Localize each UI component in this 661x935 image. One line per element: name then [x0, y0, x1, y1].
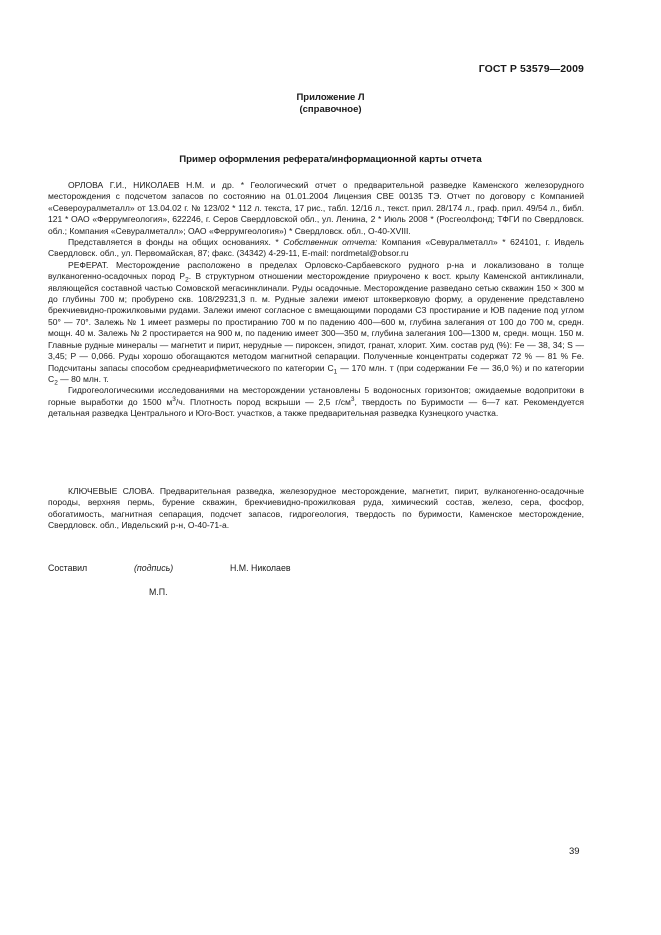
standard-number: ГОСТ Р 53579—2009	[478, 63, 584, 75]
report-body	[48, 180, 584, 420]
appendix-title: Приложение Л	[296, 92, 365, 103]
appendix-heading	[0, 92, 661, 116]
hydrogeology-paragraph: Гидрогеологическими исследованиями на месторождении установлены 5 водоносных горизонтов; ожидаемые водопритоки в горные выработки до 1500 $м^3/ч$. Плотность пород вскрыши — 2,5 $г/см^3$, твердость по Буримости — 6—7 кат. Рекомендуется детальная разведка Центрального и Юго-Вост. участков, а также предварительная разведка Кузнецкого участка.	[48, 385, 585, 419]
compiler-name: Н.М. Николаев	[230, 563, 291, 573]
page-number: 39	[569, 846, 580, 857]
bibliographic-paragraph: ОРЛОВА Г.И., НИКОЛАЕВ Н.М. и др. * Геологический отчет о предварительной разведке Каменского железорудного месторождения с подсчетом запасов по состоянию на 01.01.2004 Лицензия СВЕ 00135 ТЭ. Отчет по договору с Компанией «Североуралметалл» от 13.04.02 г. № 123/02 * 112 л. текста, 17 рис., табл. 12/16 л., текст. прил. 28/174 л., граф. прил. 49/54 л., библ. 121 * ОАО «Феррумгеология», 622246, г. Серов Свердловской обл., ул. Ленина, 2 * Июль 2008 * (Росгеолфонд; ТФГИ по Свердловск. обл.; Компания «Севуралметалл»; ОАО «Феррумгеология») * Свердловск. обл., О-40-XVIII.	[48, 180, 584, 236]
signature-placeholder: (подпись)	[134, 563, 174, 573]
compiled-by-label: Составил	[48, 563, 88, 573]
submission-paragraph: Представляется в фонды на общих основаниях. * Собственник отчета: Компания «Севуралметалл» * 624101, г. Ивдель Свердловск. обл., ул. Первомайская, 87; факс. (34342) 4-29-11, E-mail: nordmetal@obsor.ru	[48, 237, 584, 259]
appendix-subtitle: (справочное)	[299, 104, 362, 115]
document-title: Пример оформления реферата/информационной карты отчета	[179, 154, 482, 165]
abstract-paragraph: РЕФЕРАТ. Месторождение расположено в пределах Орловско-Сарбаевского рудного р-на и локализовано в толще вулканогенно-осадочных пород $Р_2$. В структурном отношении месторождение приурочено к вост. крылу Каменской антиклинали, являющейся составной частью Сомовской мегасинклинали. Руды осадочные. Месторождение разведано сетью скважин 150 × 300 м до глубины 700 м; пробурено скв. 108/29231,3 п. м. Рудные залежи имеют штокверковую форму, а оруденение представлено брекчиевидно-прожилковыми рудами. Залежи имеют согласное с вмещающими породами СЗ простирание и ЮВ падение под углом 50° — 70°. Залежь № 1 имеет размеры по простиранию 700 м по падению 400—600 м, глубина залегания от 100 до 700 м, средн. мощн. 40 м. Залежь № 2 простирается на 900 м, по падению имеет 300—350 м, глубина залегания 100—1300 м, средн. мощн. 150 м. Главные рудные минералы — магнетит и пирит, нерудные — пироксен, эпидот, гранат, хлорит. Хим. состав руд (%): Fe — 38, 34; S — 3,45; P — 0,066. Руды хорошо обогащаются методом магнитной сепарации. Полученные концентраты содержат 72 % — 81 % Fe. Подсчитаны запасы способом среднеарифметического по категории $C_1$ — 170 млн. т (при содержании Fe — 36,0 %) и по категории $C_2$ — 80 млн. т.	[48, 259, 584, 387]
keywords-paragraph: КЛЮЧЕВЫЕ СЛОВА. Предварительная разведка, железорудное месторождение, магнетит, пирит, вулканогенно-осадочные породы, верхняя пермь, бурение скважин, брекчиевидно-прожилковая руда, химический состав, железо, сера, фосфор, обогатимость, магнитная сепарация, подсчет запасов, гидрогеология, твердость по буримости, Каменское месторождение, Свердловск. обл., Ивдельский р-н, О-40-71-а.	[48, 486, 584, 531]
seal-placeholder: М.П.	[149, 587, 168, 597]
owner-label: Собственник отчета:	[283, 237, 378, 248]
keywords-section	[48, 486, 584, 532]
